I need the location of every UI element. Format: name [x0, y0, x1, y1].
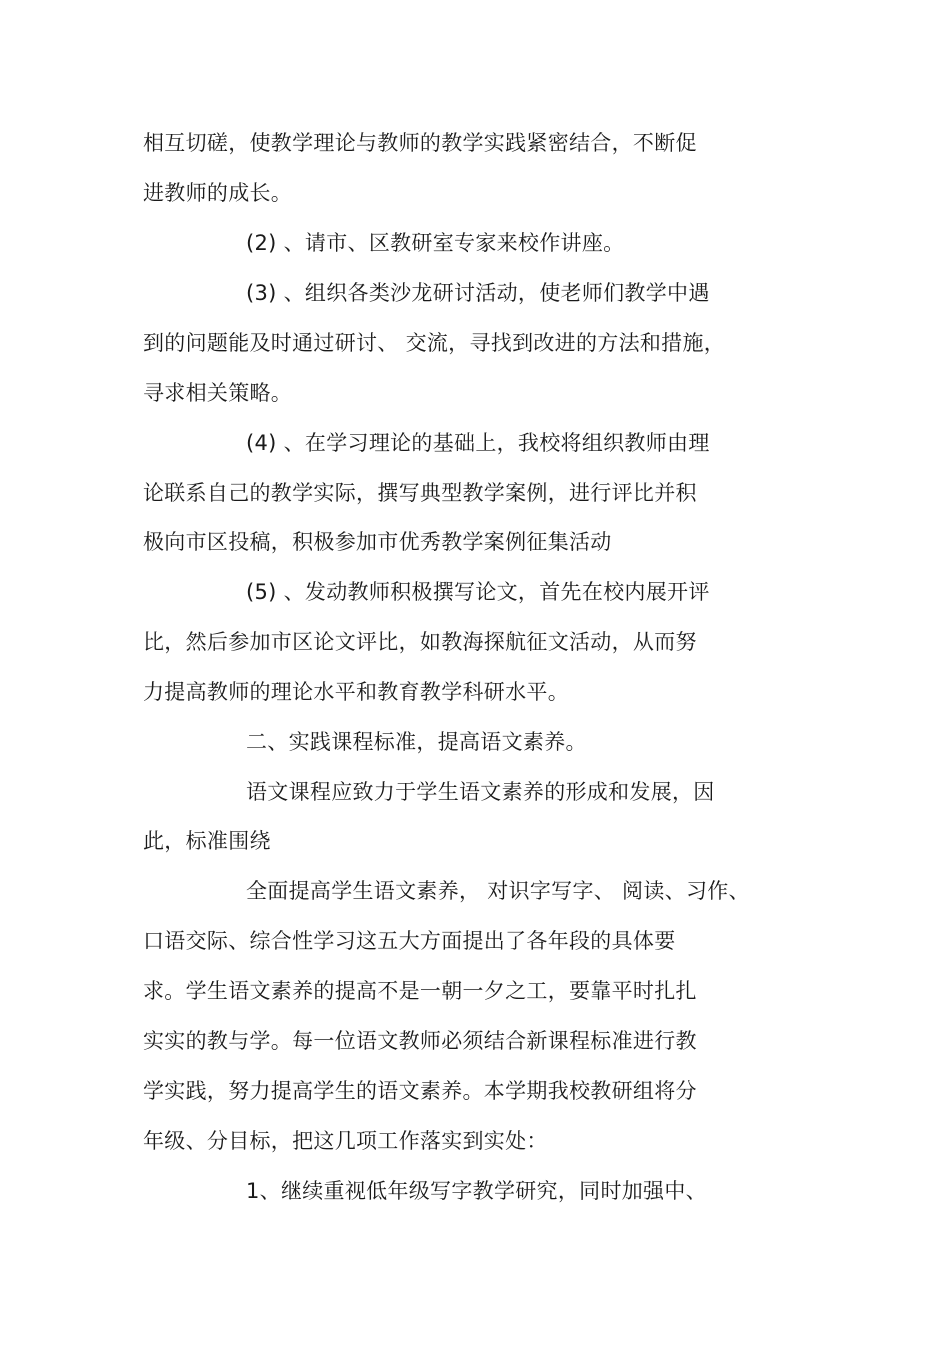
text-line: (5) 、发动教师积极撰写论文，首先在校内展开评 [246, 580, 710, 604]
text-line: 口语交际、综合性学习这五大方面提出了各年段的具体要 [143, 929, 676, 953]
text-line: 学实践，努力提高学生的语文素养。本学期我校教研组将分 [143, 1079, 697, 1103]
text-line: 1、继续重视低年级写字教学研究，同时加强中、 [246, 1179, 707, 1203]
text-line: 进教师的成长。 [143, 181, 293, 205]
text-line: 求。学生语文素养的提高不是一朝一夕之工，要靠平时扎扎 [143, 979, 697, 1003]
text-line: (3) 、组织各类沙龙研讨活动，使老师们教学中遇 [246, 281, 710, 305]
text-line: 力提高教师的理论水平和教育教学科研水平。 [143, 680, 569, 704]
text-line: 极向市区投稿，积极参加市优秀教学案例征集活动 [143, 530, 612, 554]
text-line: (2) 、请市、区教研室专家来校作讲座。 [246, 231, 625, 255]
text-line: 相互切磋，使教学理论与教师的教学实践紧密结合，不断促 [143, 131, 697, 155]
text-line: 比，然后参加市区论文评比，如教海探航征文活动，从而努 [143, 630, 697, 654]
text-line: 全面提高学生语文素养， 对识字写字、 阅读、习作、 [246, 879, 750, 903]
text-line: 到的问题能及时通过研讨、 交流，寻找到改进的方法和措施， [143, 331, 726, 355]
text-line: 此，标准围绕 [143, 829, 271, 853]
text-line: 实实的教与学。每一位语文教师必须结合新课程标准进行教 [143, 1029, 697, 1053]
section-heading: 二、实践课程标准，提高语文素养。 [246, 730, 587, 754]
text-line: 论联系自己的教学实际，撰写典型教学案例，进行评比并积 [143, 481, 697, 505]
text-line: (4) 、在学习理论的基础上，我校将组织教师由理 [246, 431, 710, 455]
text-line: 年级、分目标，把这几项工作落实到实处： [143, 1129, 548, 1153]
text-line: 语文课程应致力于学生语文素养的形成和发展，因 [246, 780, 715, 804]
text-line: 寻求相关策略。 [143, 381, 293, 405]
